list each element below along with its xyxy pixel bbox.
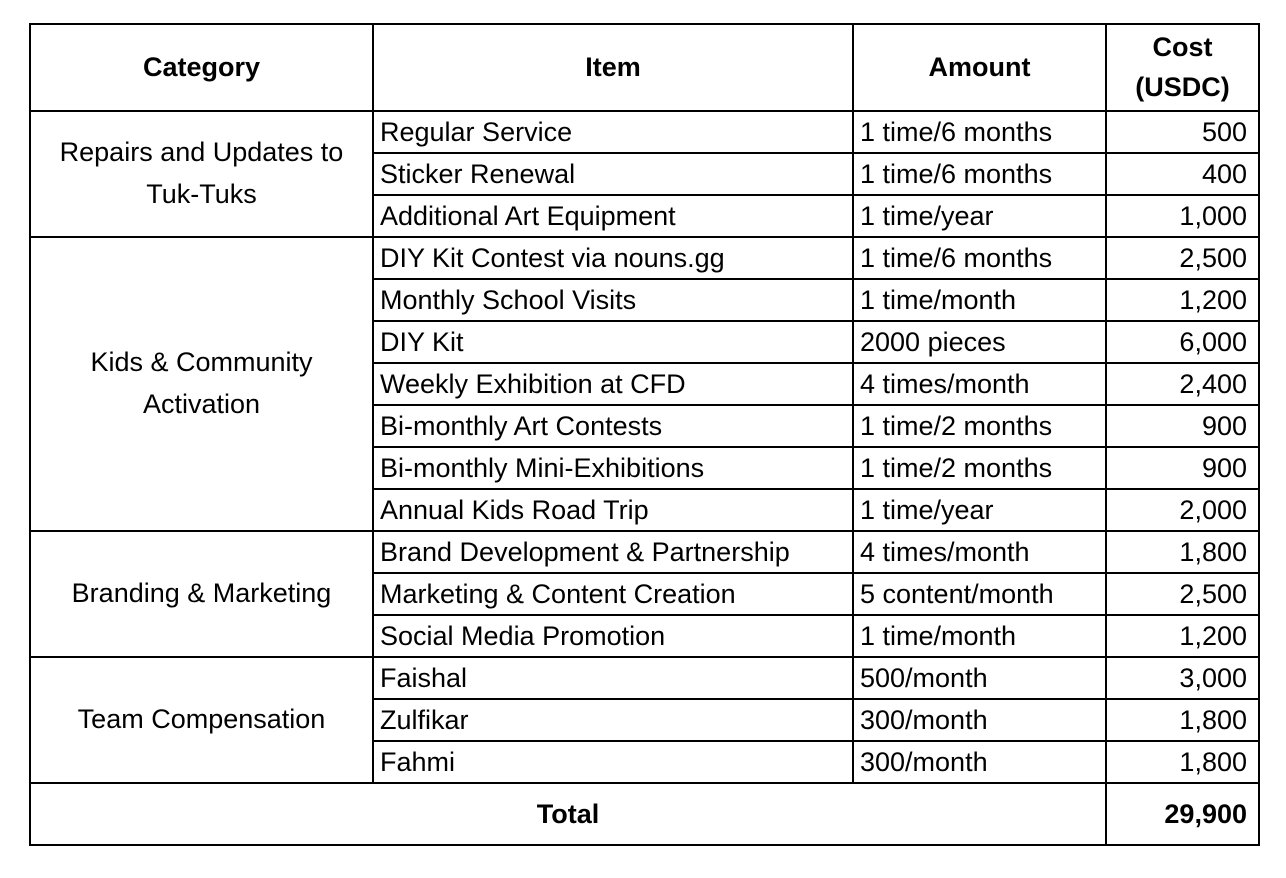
- cost-cell: 1,800: [1106, 741, 1259, 783]
- cost-cell: 1,800: [1106, 531, 1259, 573]
- table-row: [30, 531, 1259, 573]
- table-row: [30, 111, 1259, 153]
- amount-cell: 1 time/year: [853, 195, 1106, 237]
- header-row: [30, 24, 1259, 111]
- item-cell: Fahmi: [373, 741, 853, 783]
- budget-table: [29, 23, 1260, 846]
- item-cell: DIY Kit: [373, 321, 853, 363]
- amount-cell: 4 times/month: [853, 363, 1106, 405]
- item-cell: Faishal: [373, 657, 853, 699]
- item-cell: Bi-monthly Art Contests: [373, 405, 853, 447]
- cost-cell: 6,000: [1106, 321, 1259, 363]
- cost-cell: 500: [1106, 111, 1259, 153]
- cost-cell: 1,200: [1106, 615, 1259, 657]
- item-cell: Additional Art Equipment: [373, 195, 853, 237]
- table-row: [30, 237, 1259, 279]
- cost-cell: 1,200: [1106, 279, 1259, 321]
- cost-cell: 1,800: [1106, 699, 1259, 741]
- total-value: 29,900: [1106, 783, 1259, 845]
- amount-cell: 4 times/month: [853, 531, 1106, 573]
- cost-cell: 3,000: [1106, 657, 1259, 699]
- total-label: Total: [30, 783, 1106, 845]
- header-cost: Cost (USDC): [1106, 24, 1259, 111]
- amount-cell: 1 time/6 months: [853, 237, 1106, 279]
- amount-cell: 1 time/2 months: [853, 447, 1106, 489]
- cost-cell: 400: [1106, 153, 1259, 195]
- amount-cell: 1 time/year: [853, 489, 1106, 531]
- cost-cell: 2,000: [1106, 489, 1259, 531]
- item-cell: Annual Kids Road Trip: [373, 489, 853, 531]
- total-row: [30, 783, 1259, 845]
- amount-cell: 1 time/6 months: [853, 153, 1106, 195]
- amount-cell: 500/month: [853, 657, 1106, 699]
- item-cell: Regular Service: [373, 111, 853, 153]
- amount-cell: 1 time/2 months: [853, 405, 1106, 447]
- amount-cell: 300/month: [853, 699, 1106, 741]
- item-cell: Weekly Exhibition at CFD: [373, 363, 853, 405]
- amount-cell: 1 time/6 months: [853, 111, 1106, 153]
- item-cell: Marketing & Content Creation: [373, 573, 853, 615]
- item-cell: Brand Development & Partnership: [373, 531, 853, 573]
- amount-cell: 5 content/month: [853, 573, 1106, 615]
- header-category: Category: [30, 24, 373, 111]
- cost-cell: 900: [1106, 405, 1259, 447]
- cost-cell: 900: [1106, 447, 1259, 489]
- category-cell-branding: Branding & Marketing: [30, 531, 373, 657]
- header-item: Item: [373, 24, 853, 111]
- item-cell: DIY Kit Contest via nouns.gg: [373, 237, 853, 279]
- item-cell: Zulfikar: [373, 699, 853, 741]
- amount-cell: 2000 pieces: [853, 321, 1106, 363]
- cost-cell: 1,000: [1106, 195, 1259, 237]
- header-amount: Amount: [853, 24, 1106, 111]
- cost-cell: 2,400: [1106, 363, 1259, 405]
- item-cell: Sticker Renewal: [373, 153, 853, 195]
- amount-cell: 1 time/month: [853, 279, 1106, 321]
- cost-cell: 2,500: [1106, 573, 1259, 615]
- category-cell-repairs: Repairs and Updates to Tuk-Tuks: [30, 111, 373, 237]
- cost-cell: 2,500: [1106, 237, 1259, 279]
- amount-cell: 1 time/month: [853, 615, 1106, 657]
- item-cell: Social Media Promotion: [373, 615, 853, 657]
- table-row: [30, 657, 1259, 699]
- item-cell: Monthly School Visits: [373, 279, 853, 321]
- item-cell: Bi-monthly Mini-Exhibitions: [373, 447, 853, 489]
- amount-cell: 300/month: [853, 741, 1106, 783]
- category-cell-kids: Kids & Community Activation: [30, 237, 373, 531]
- category-cell-team: Team Compensation: [30, 657, 373, 783]
